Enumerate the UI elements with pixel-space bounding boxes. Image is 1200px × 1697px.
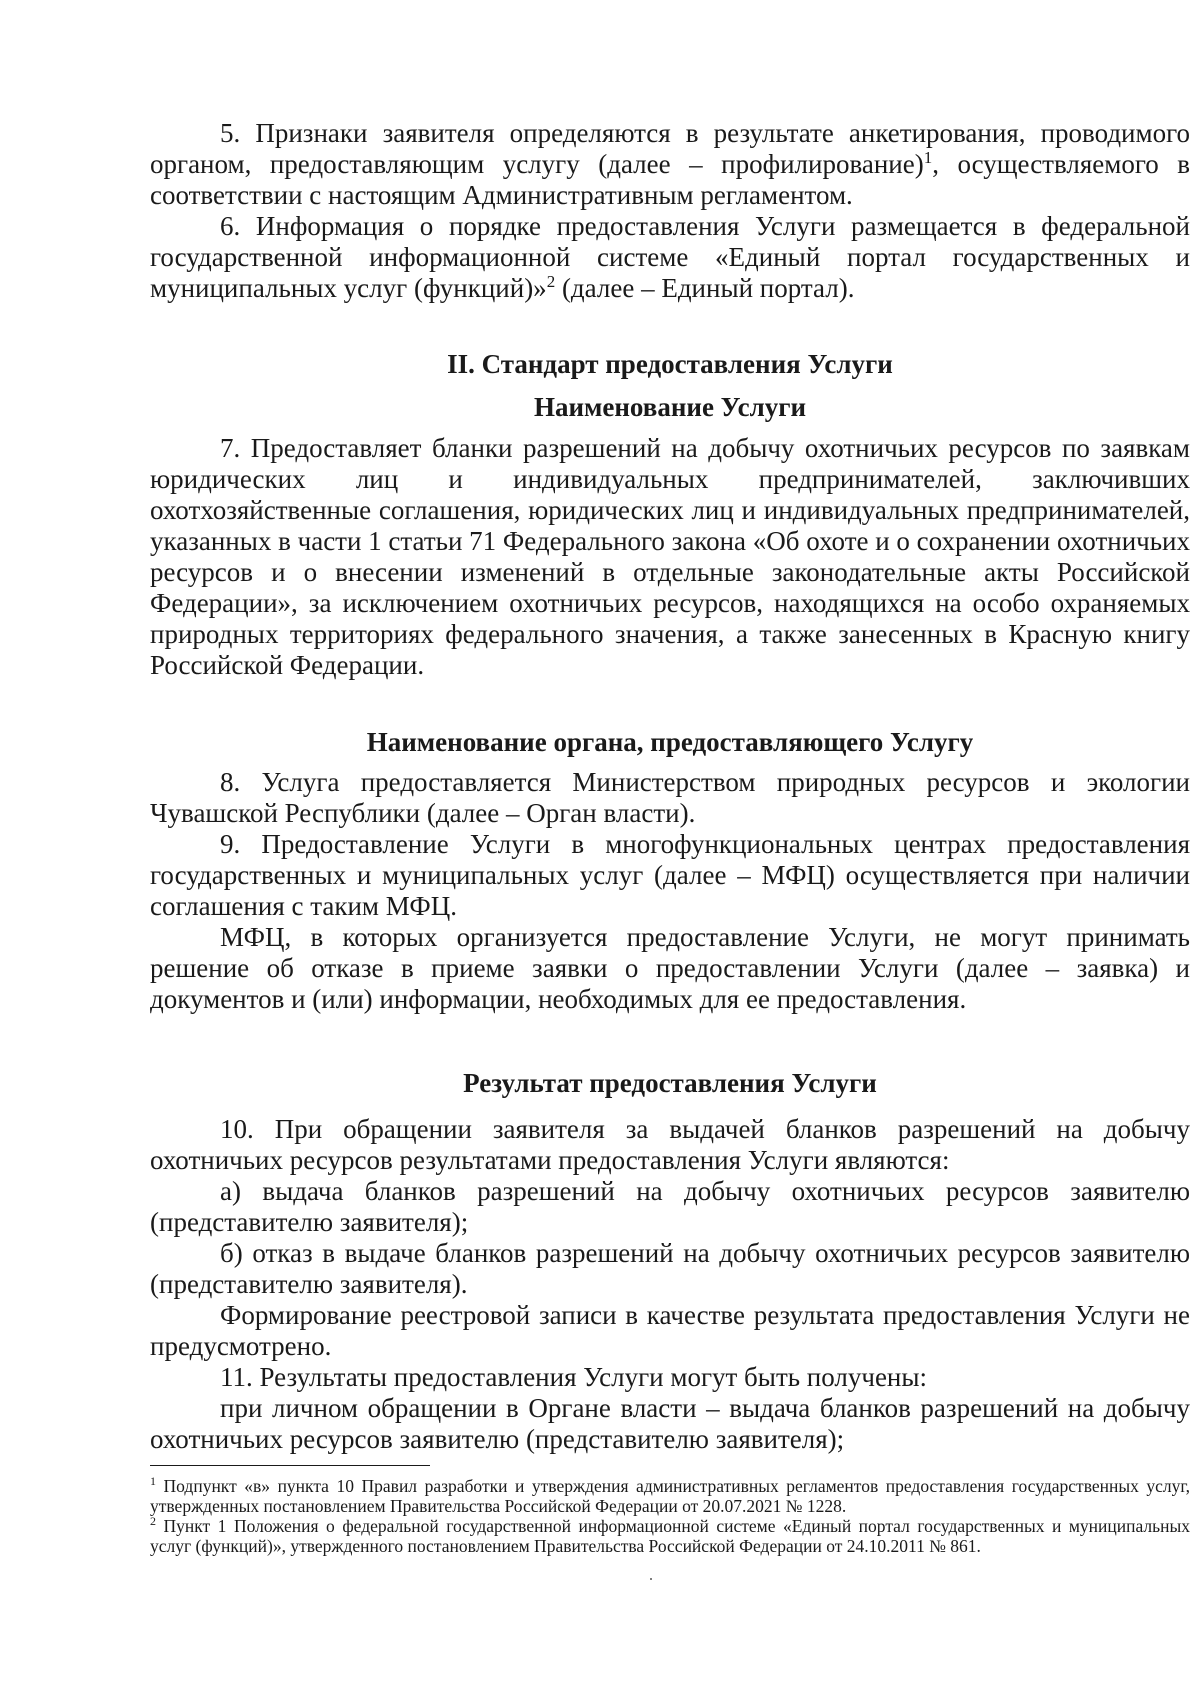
section-heading: II. Стандарт предоставления Услуги	[447, 349, 893, 379]
subheading-service-name: Наименование Услуги	[533, 392, 807, 422]
paragraph-9: 9. Предоставление Услуги в многофункциональных центрах предоставления государственных и муниципальных услуг (далее – МФЦ) осуществляется при наличии соглашения с таким МФЦ.	[150, 829, 1190, 921]
footnotes	[150, 1465, 1190, 1556]
footnote-2-text: Пункт 1 Положения о федеральной государственной информационной системе «Единый портал государственных и муниципальных услуг (функций)», утвержденного постановлением Правительства Российской Федерации от 24.10.2011 № 861.	[150, 1516, 1190, 1556]
footnote-ref-1: 1	[923, 148, 933, 167]
footnote-ref-2: 2	[546, 272, 556, 291]
paragraph-8: 8. Услуга предоставляется Министерством природных ресурсов и экологии Чувашской Республики (далее – Орган власти).	[150, 767, 1190, 828]
footnote-1-number: 1	[150, 1474, 156, 1489]
paragraph-5	[150, 118, 1190, 211]
paragraph-11: 11. Результаты предоставления Услуги могут быть получены:	[220, 1362, 928, 1392]
document-body	[150, 118, 1190, 1455]
paragraph-6-text: 6. Информация о порядке предоставления Услуги размещается в федеральной государственной информационной системе «Единый портал государственных и муниципальных услуг (функций)»	[150, 211, 1190, 303]
paragraph-10-registry: Формирование реестровой записи в качестве результата предоставления Услуги не предусмотрено.	[150, 1300, 1190, 1361]
subheading-authority-name: Наименование органа, предоставляющего Услугу	[366, 727, 974, 757]
paragraph-7: 7. Предоставляет бланки разрешений на добычу охотничьих ресурсов по заявкам юридических лиц и индивидуальных предпринимателей, заключивших охотхозяйственные соглашения, юридических лиц и индивидуальных предпринимателей, указанных в части 1 статьи 71 Федерального закона «Об охоте и о сохранении охотничьих ресурсов и о внесении изменений в отдельные законодательные акты Российской Федерации», за исключением охотничьих ресурсов, находящихся на особо охраняемых природных территориях федерального значения, а также занесенных в Красную книгу Российской Федерации.	[150, 433, 1190, 680]
paragraph-5-text: 5. Признаки заявителя определяются в результате анкетирования, проводимого органом, предоставляющим услугу (далее – профилирование)	[150, 118, 1190, 179]
paragraph-10-b: б) отказ в выдаче бланков разрешений на добычу охотничьих ресурсов заявителю (представителю заявителя).	[150, 1238, 1190, 1299]
footnote-divider	[150, 1465, 430, 1466]
paragraph-10: 10. При обращении заявителя за выдачей бланков разрешений на добычу охотничьих ресурсов результатами предоставления Услуги являются:	[150, 1114, 1190, 1175]
paragraph-5-tail: , осуществляемого в соответствии с настоящим Административным регламентом.	[150, 149, 1190, 210]
subheading-result: Результат предоставления Услуги	[463, 1068, 877, 1098]
paragraph-9-mfc: МФЦ, в которых организуется предоставление Услуги, не могут принимать решение об отказе в приеме заявки о предоставлении Услуги (далее – заявка) и документов и (или) информации, необходимых для ее предоставления.	[150, 922, 1190, 1014]
paragraph-6	[150, 211, 1190, 304]
footnote-1	[150, 1476, 1190, 1516]
footnote-2	[150, 1516, 1190, 1556]
paragraph-10-a: а) выдача бланков разрешений на добычу охотничьих ресурсов заявителю (представителю заявителя);	[150, 1176, 1190, 1237]
paragraph-11-personal: при личном обращении в Органе власти – выдача бланков разрешений на добычу охотничьих ресурсов заявителю (представителю заявителя);	[150, 1393, 1190, 1454]
scan-speck	[650, 1578, 652, 1580]
paragraph-6-tail: (далее – Единый портал).	[555, 273, 855, 303]
footnote-2-number: 2	[150, 1514, 156, 1529]
footnote-1-text: Подпункт «в» пункта 10 Правил разработки и утверждения административных регламентов предоставления государственных услуг, утвержденных постановлением Правительства Российской Федерации от 20.07.2021 № 1228.	[150, 1476, 1190, 1516]
